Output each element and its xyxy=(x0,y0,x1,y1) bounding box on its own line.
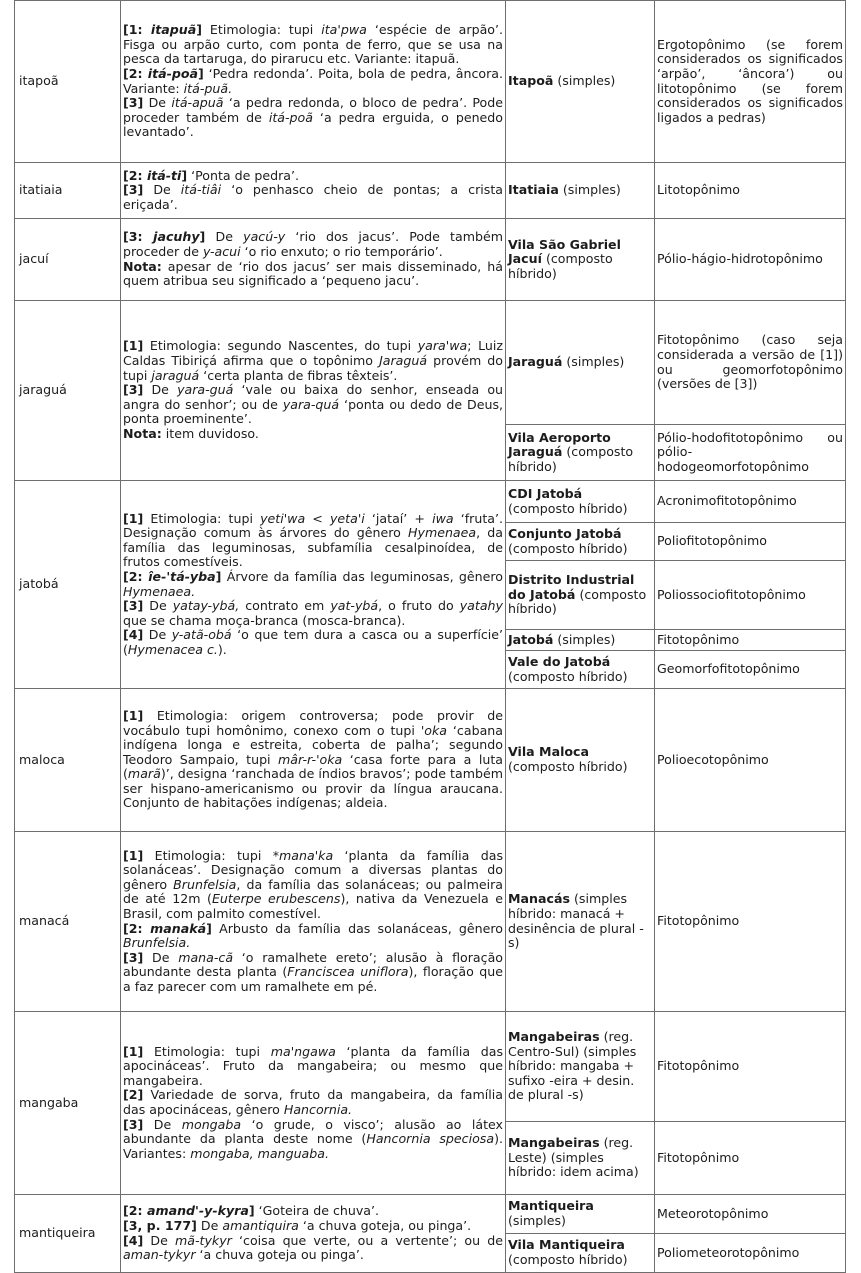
text-segment: Euterpe erubescens xyxy=(211,891,341,907)
text-segment: , da família das solanáceas; ou palmeira de até 12m ( xyxy=(123,876,503,907)
toponym-name-cell xyxy=(506,523,655,561)
toponym-name-cell xyxy=(506,689,655,832)
text-segment: De xyxy=(196,1217,223,1233)
table-row xyxy=(15,219,846,301)
toponym-name-cell xyxy=(506,301,655,425)
toponym-type: (reg. Leste) (simples híbrido: idem acima) xyxy=(508,1135,639,1180)
text-segment: ‘a chuva goteja, ou pinga’. xyxy=(298,1217,472,1233)
table-row xyxy=(15,1012,846,1122)
toponym-name-cell xyxy=(506,425,655,481)
text-segment: jacuhy xyxy=(153,229,200,245)
text-segment: mã-tykyr xyxy=(175,1232,232,1248)
toponym-type: (composto híbrido) xyxy=(508,540,628,556)
text-segment: ‘ponta ou dedo de Deus, ponta proeminente’. xyxy=(123,396,504,427)
term-cell: mangaba xyxy=(15,1012,121,1195)
etymology-paragraph xyxy=(123,183,503,212)
text-segment: , o fruto do xyxy=(378,598,460,614)
term-cell: jacuí xyxy=(15,219,121,301)
classification-cell: Pólio-hodofitotopônimo ou pólio-hodogeomorfotopônimo xyxy=(655,425,846,481)
etymology-paragraph xyxy=(123,1234,503,1263)
text-segment: ] xyxy=(206,920,212,936)
text-segment: Arbusto da família das solanáceas, gênero xyxy=(211,920,503,936)
etymology-paragraph xyxy=(123,951,503,995)
text-segment: Nota: xyxy=(123,425,162,441)
etymology-paragraph xyxy=(123,922,503,951)
text-segment: ita'pwa xyxy=(321,22,367,38)
text-segment: De xyxy=(143,627,172,643)
text-segment: itá-ti xyxy=(146,167,182,183)
text-segment: ), nativa da Venezuela e Brasil, com palmito comestível. xyxy=(123,891,503,921)
text-segment: Etimologia: tupi xyxy=(143,510,261,526)
etymology-paragraph xyxy=(123,1045,503,1089)
text-segment: Itapoã xyxy=(508,73,554,89)
classification-cell: Fitotopônimo xyxy=(655,1012,846,1122)
text-segment: Distrito Industrial do Jatobá xyxy=(508,572,635,602)
toponym-name-cell xyxy=(506,651,655,689)
text-segment: [1] xyxy=(123,1043,144,1059)
toponym-type: (simples) xyxy=(557,631,616,647)
text-segment: [2: xyxy=(123,1203,147,1219)
etymology-paragraph xyxy=(123,1118,503,1162)
etymology-cell xyxy=(121,481,506,689)
text-segment: ‘Pedra redonda’. Poita, bola de pedra, âncora. Variante: xyxy=(123,65,503,96)
text-segment: *mana'ka xyxy=(272,847,334,863)
toponym-type: (simples) xyxy=(566,354,625,370)
text-segment: Jaraguá xyxy=(379,353,428,369)
classification-cell: Poliometeorotopônimo xyxy=(655,1234,846,1273)
text-segment: ‘casa forte para a luta ( xyxy=(123,751,503,782)
text-segment: [1: xyxy=(123,22,151,38)
toponym-type: (simples) xyxy=(562,182,621,198)
toponym-name-cell xyxy=(506,1122,655,1195)
table-row xyxy=(15,689,846,832)
etymology-paragraph xyxy=(123,260,503,289)
toponym-name-cell xyxy=(506,832,655,1012)
classification-cell: Fitotopônimo (caso seja considerada a versão de [1]) ou geomorfotopônimo (versões de [3]) xyxy=(655,301,846,425)
text-segment: ‘o que tem dura a casca ou a superfície’ ( xyxy=(123,627,504,657)
text-segment: [1] xyxy=(123,338,144,354)
classification-cell: Geomorfofitotopônimo xyxy=(655,651,846,689)
toponym-type: (composto híbrido) xyxy=(508,668,628,684)
text-segment: Árvore da família das leguminosas, gênero xyxy=(221,568,503,584)
text-segment: ‘jataí’ + xyxy=(364,510,433,526)
text-segment: Vale do Jatobá xyxy=(508,653,611,669)
toponym-name-cell xyxy=(506,1012,655,1122)
text-segment: item duvidoso. xyxy=(161,425,259,441)
etymology-cell xyxy=(121,689,506,832)
table-row xyxy=(15,163,846,219)
text-segment: De xyxy=(143,95,172,111)
classification-cell: Fitotopônimo xyxy=(655,832,846,1012)
text-segment: apesar de ‘rio dos jacus’ ser mais disseminado, há quem atribua seu significado a ‘pequeno jacu’. xyxy=(123,258,503,289)
classification-cell: Litotopônimo xyxy=(655,163,846,219)
text-segment: Etimologia: tupi xyxy=(201,22,322,38)
toponym-type: (simples híbrido: manacá + desinência de plural -s) xyxy=(508,891,644,951)
text-segment: [3, p. 177] xyxy=(123,1217,197,1233)
text-segment: [1] xyxy=(123,510,144,526)
text-segment: y-atã-obá xyxy=(171,627,232,643)
text-segment: [2: xyxy=(123,568,149,584)
toponym-name-cell xyxy=(506,481,655,523)
text-segment: [3] xyxy=(123,182,144,198)
etymology-cell xyxy=(121,301,506,481)
text-segment: Itatiaia xyxy=(508,182,559,198)
text-segment: [2: xyxy=(123,920,151,936)
text-segment: [3: xyxy=(123,229,154,245)
text-segment: Hancornia speciosa xyxy=(366,1131,495,1147)
text-segment: De xyxy=(143,598,173,614)
text-segment: [2: xyxy=(123,167,147,183)
text-segment: Hymenacea c. xyxy=(127,641,218,657)
text-segment: ‘a chuva goteja ou pinga’. xyxy=(195,1247,364,1263)
text-segment: De xyxy=(143,1232,176,1248)
text-segment: yatay-ybá, xyxy=(172,598,240,614)
document-page xyxy=(14,0,845,1273)
term-cell: itatiaia xyxy=(15,163,121,219)
text-segment: îe-'tá-yba xyxy=(148,568,216,584)
classification-cell: Fitotopônimo xyxy=(655,630,846,651)
text-segment: yeti'wa < yeta'i xyxy=(260,510,365,526)
text-segment: itapuã xyxy=(150,22,197,38)
text-segment: yat-ybá xyxy=(330,598,379,614)
etymology-cell xyxy=(121,832,506,1012)
text-segment: [1] xyxy=(123,707,144,723)
toponym-name-cell xyxy=(506,1195,655,1234)
classification-cell: Fitotopônimo xyxy=(655,1122,846,1195)
text-segment: mongaba xyxy=(181,1116,242,1132)
classification-cell: Poliofitotopônimo xyxy=(655,523,846,561)
text-segment: itá-poã xyxy=(147,65,199,81)
etymology-paragraph xyxy=(123,96,503,140)
etymology-cell xyxy=(121,1012,506,1195)
text-segment: manaká xyxy=(150,920,207,936)
text-segment: ‘fruta’. Designação comum às árvores do gênero xyxy=(123,510,503,541)
toponym-name-cell xyxy=(506,1,655,163)
text-segment: ] xyxy=(215,568,222,584)
text-segment: ‘o ramalhete ereto’; alusão à floração abundante desta planta ( xyxy=(123,949,503,980)
text-segment: que se chama moça-branca (mosca-branca). xyxy=(123,612,406,628)
text-segment: ). xyxy=(217,641,227,657)
text-segment: yara'wa xyxy=(417,338,468,354)
etymology-paragraph xyxy=(123,570,503,599)
term-cell: manacá xyxy=(15,832,121,1012)
text-segment: [3] xyxy=(123,598,144,614)
text-segment: ‘espécie de arpão’. Fisga ou arpão curto, com ponta de ferro, que se usa na pesca da tartaruga, do pirarucu etc. Variante: itapuã. xyxy=(123,22,503,67)
classification-cell: Ergotopônimo (se forem considerados os significados ‘arpão’, ‘âncora’) ou litotopônimo (se forem considerados os significados ligados a pedras) xyxy=(655,1,846,163)
text-segment: ‘o penhasco cheio de pontas; a crista eriçada’. xyxy=(123,182,503,212)
text-segment: ‘Goteira de chuva’. xyxy=(254,1203,380,1219)
text-segment: De xyxy=(143,182,181,198)
term-cell: itapoã xyxy=(15,1,121,163)
text-segment: Hancornia. xyxy=(283,1102,353,1117)
text-segment: CDI Jatobá xyxy=(508,485,583,501)
etymology-paragraph xyxy=(123,339,503,383)
text-segment: De xyxy=(143,949,179,965)
text-segment: ‘o grude, o visco’; alusão ao látex abundante da planta deste nome ( xyxy=(123,1116,503,1147)
etymology-paragraph xyxy=(123,169,503,184)
text-segment: ‘o rio enxuto; o rio temporário’. xyxy=(240,243,443,259)
classification-cell: Pólio-hágio-hidrotopônimo xyxy=(655,219,846,301)
etymology-cell xyxy=(121,1195,506,1273)
etymology-paragraph xyxy=(123,230,503,259)
text-segment: ‘planta da família das apocináceas’. Fruto da mangabeira; ou mesmo que mangabeira. xyxy=(123,1043,504,1088)
text-segment: Etimologia: origem controversa; pode provir de vocábulo tupi homônimo, conexo com o tupi xyxy=(123,707,503,738)
text-segment: yacú-y xyxy=(243,229,286,245)
text-segment: Jatobá xyxy=(508,631,554,647)
text-segment: ‘vale ou baixa do senhor, enseada ou angra do senhor’; ou de xyxy=(123,382,504,412)
text-segment: [2: xyxy=(123,65,148,81)
etymology-paragraph xyxy=(123,709,503,811)
text-segment: Brunfelsia xyxy=(173,876,237,892)
toponym-name-cell xyxy=(506,630,655,651)
text-segment: ‘certa planta de fibras têxteis’. xyxy=(199,367,398,383)
etymology-paragraph xyxy=(123,849,503,922)
text-segment: Hymenaea. xyxy=(123,583,196,599)
toponym-type: (simples) xyxy=(508,1213,566,1228)
text-segment: mâr-r-'oka xyxy=(278,751,343,767)
text-segment: Etimologia: tupi xyxy=(143,1043,271,1059)
text-segment: De xyxy=(143,382,178,398)
text-segment: )’, designa ‘ranchada de índios bravos’; pode também ser hispano-americanismo ou provir da língua araucana. Conjunto de habitações indígenas; aldeia. xyxy=(123,766,503,811)
text-segment: , da família das leguminosas, subfamília cesalpinoídea, de frutos comestíveis. xyxy=(123,525,504,570)
etymology-paragraph xyxy=(123,1088,503,1117)
text-segment: ] xyxy=(248,1203,255,1219)
term-cell: mantiqueira xyxy=(15,1195,121,1273)
toponym-type: (composto híbrido) xyxy=(508,500,628,516)
text-segment: yara-quá xyxy=(282,396,340,412)
etymology-paragraph xyxy=(123,1219,503,1234)
term-cell: jaraguá xyxy=(15,301,121,481)
text-segment: provém do tupi xyxy=(123,353,503,383)
text-segment: ; Luiz Caldas Tibiriçá afirma que o topônimo xyxy=(123,338,503,369)
text-segment: ‘a pedra redonda, o bloco de pedra’. Pode proceder também de xyxy=(123,95,504,125)
text-segment: jaraguá xyxy=(151,367,200,383)
text-segment: ), floração que a faz parecer com um ramalhete em pé. xyxy=(123,964,504,994)
text-segment: Manacás xyxy=(508,891,570,907)
text-segment: contrato em xyxy=(239,598,331,614)
toponym-type: (composto híbrido) xyxy=(508,759,628,774)
text-segment: yara-guá xyxy=(177,382,234,398)
etymology-paragraph xyxy=(123,427,503,442)
text-segment: Mantiqueira xyxy=(508,1198,594,1214)
text-segment: ‘planta da família das solanáceas’. Designação comum a diversas plantas do gênero xyxy=(123,847,504,892)
text-segment: [1] xyxy=(123,847,144,863)
text-segment: [3] xyxy=(123,1116,144,1132)
text-segment: Nota: xyxy=(123,258,162,274)
etymology-paragraph xyxy=(123,67,503,96)
text-segment: Mangabeiras xyxy=(508,1029,600,1045)
classification-cell: Poliossociofitotopônimo xyxy=(655,561,846,630)
text-segment: ‘rio dos jacus’. Pode também proceder de xyxy=(123,229,503,259)
text-segment: 'oka xyxy=(420,722,448,738)
toponym-type: (simples) xyxy=(557,73,616,89)
etymology-cell xyxy=(121,1,506,163)
text-segment: Etimologia: tupi xyxy=(143,847,273,863)
term-cell: jatobá xyxy=(15,481,121,689)
text-segment: [4] xyxy=(123,1232,144,1248)
text-segment: [2] xyxy=(123,1087,144,1103)
text-segment: amand'-y-kyra xyxy=(146,1203,249,1219)
text-segment: yatahy xyxy=(459,598,503,614)
text-segment: [3] xyxy=(123,949,144,965)
text-segment: Hymenaea xyxy=(408,525,477,541)
text-segment: ma'ngawa xyxy=(270,1043,336,1059)
text-segment: De xyxy=(143,1116,182,1132)
text-segment: y-acui xyxy=(202,243,241,259)
text-segment: [3] xyxy=(123,382,144,398)
text-segment: ‘coisa que verte, ou a vertente’; ou de xyxy=(231,1232,504,1248)
text-segment: ] xyxy=(199,229,206,245)
classification-cell: Polioecotopônimo xyxy=(655,689,846,832)
toponym-type: (reg. Centro-Sul) (simples híbrido: mangaba + sufixo -eira + desin. de plural -s) xyxy=(508,1029,637,1103)
etymology-paragraph xyxy=(123,383,503,427)
text-segment: Vila Aeroporto Jaraguá xyxy=(508,429,611,460)
etymology-paragraph xyxy=(123,628,503,657)
text-segment: amantiquira xyxy=(222,1217,299,1233)
text-segment: itá-tiâi xyxy=(180,182,222,198)
text-segment: ‘cabana indígena longa e estreita, coberta de palha’; segundo Teodoro Sampaio, tupi xyxy=(123,722,503,767)
etymology-paragraph xyxy=(123,23,503,67)
etymology-cell xyxy=(121,219,506,301)
text-segment: mana-cã xyxy=(178,949,234,965)
text-segment: De xyxy=(205,229,244,245)
text-segment: Etimologia: segundo Nascentes, do tupi xyxy=(143,338,418,354)
text-segment: Jaraguá xyxy=(508,354,563,370)
classification-cell: Acronimofitotopônimo xyxy=(655,481,846,523)
table-body xyxy=(15,1,846,1273)
table-row xyxy=(15,1,846,163)
table-row xyxy=(15,301,846,425)
etymology-paragraph xyxy=(123,1204,503,1219)
text-segment: iwa xyxy=(432,510,454,526)
term-cell: maloca xyxy=(15,689,121,832)
text-segment: Conjunto Jatobá xyxy=(508,525,622,541)
table-row xyxy=(15,481,846,523)
text-segment: ] xyxy=(196,22,202,38)
text-segment: Franciscea uniflora xyxy=(287,964,409,980)
text-segment: itá-puã. xyxy=(183,80,233,96)
text-segment: ] xyxy=(181,167,188,183)
toponym-name-cell xyxy=(506,163,655,219)
text-segment: Mangabeiras xyxy=(508,1135,600,1151)
text-segment: marã xyxy=(127,766,161,782)
etymology-cell xyxy=(121,163,506,219)
toponym-type: (composto híbrido) xyxy=(508,251,613,281)
text-segment: [3] xyxy=(123,95,144,111)
text-segment: itá-apuã xyxy=(171,95,224,111)
text-segment: Vila São Gabriel Jacuí xyxy=(508,236,621,267)
toponym-type: (composto híbrido) xyxy=(508,1252,628,1267)
toponym-name-cell xyxy=(506,561,655,630)
text-segment: ‘Ponta de pedra’. xyxy=(187,167,300,183)
text-segment: aman-tykyr xyxy=(123,1247,196,1263)
table-row xyxy=(15,1195,846,1234)
toponym-table xyxy=(14,0,846,1273)
text-segment: ‘a pedra erguida, o penedo levantado’. xyxy=(123,109,503,140)
etymology-paragraph xyxy=(123,599,503,628)
text-segment: mongaba, manguaba. xyxy=(190,1145,329,1161)
table-row xyxy=(15,832,846,1012)
text-segment: [4] xyxy=(123,627,144,643)
text-segment: Vila Mantiqueira xyxy=(508,1237,625,1253)
toponym-type: (composto híbrido) xyxy=(508,586,647,617)
toponym-name-cell xyxy=(506,219,655,301)
etymology-paragraph xyxy=(123,512,503,570)
text-segment: Variedade de sorva, fruto da mangabeira, da família das apocináceas, gênero xyxy=(123,1087,503,1117)
classification-cell: Meteorotopônimo xyxy=(655,1195,846,1234)
text-segment: ). Variantes: xyxy=(123,1131,503,1161)
text-segment: ] xyxy=(198,65,204,81)
text-segment: Vila Maloca xyxy=(508,744,590,760)
text-segment: itá-poã xyxy=(268,109,313,125)
toponym-type: (composto híbrido) xyxy=(508,444,634,474)
text-segment: Brunfelsia. xyxy=(123,935,191,951)
